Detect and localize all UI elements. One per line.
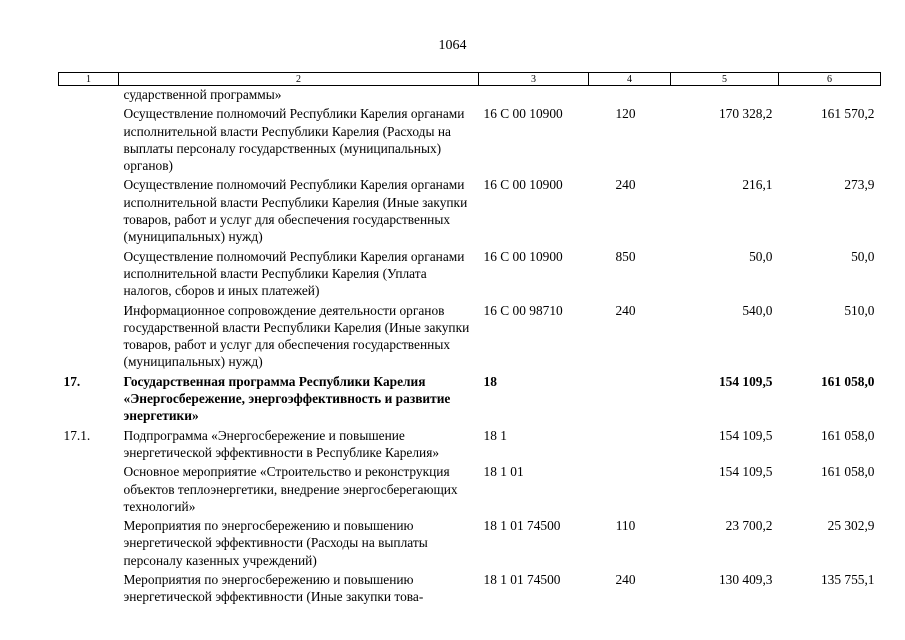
row-amount-year-2: 161 058,0 [820, 427, 875, 443]
row-amount-year-2: 161 570,2 [820, 106, 875, 122]
table-row [59, 300, 881, 371]
row-amount-year-1: 130 409,3 [718, 572, 773, 588]
row-code: 16 С 00 10900 [483, 177, 563, 193]
row-amount-year-1 [671, 86, 779, 104]
row-expense-type [589, 425, 671, 462]
table-row [59, 461, 881, 515]
column-header-1: 1 [59, 73, 119, 86]
row-amount-year-2 [779, 86, 881, 104]
row-expense-type [589, 371, 671, 425]
table-row [59, 246, 881, 300]
column-header-3: 3 [479, 73, 589, 86]
row-name: Осуществление полномочий Республики Карелия органами исполнительной власти Республики Карелия (Иные закупки товаров, работ и услуг для обеспечения государственных (муниципальных) нужд) [123, 177, 468, 245]
row-amount-year-1: 170 328,2 [718, 106, 773, 122]
row-code: 16 С 00 10900 [483, 248, 563, 264]
row-name: Информационное сопровождение деятельности органов государственной власти Республики Карелия (Иные закупки товаров, работ и услуг для обеспечения государственных (муниципальных) нужд) [123, 302, 470, 370]
row-amount-year-1: 23 700,2 [725, 518, 773, 534]
row-expense-type [589, 461, 671, 515]
table-row [59, 86, 881, 104]
row-amount-year-2: 161 058,0 [820, 464, 875, 480]
row-expense-type: 240 [615, 177, 636, 193]
row-expense-type: 110 [615, 518, 636, 534]
table-row [59, 103, 881, 174]
row-amount-year-1: 540,0 [742, 302, 773, 318]
row-expense-type: 240 [615, 302, 636, 318]
row-name: Мероприятия по энергосбережению и повышению энергетической эффективности (Иные закупки това- [123, 572, 424, 605]
row-name: Осуществление полномочий Республики Карелия органами исполнительной власти Республики Карелия (Расходы на выплаты персоналу государственных (муниципальных) органов) [123, 106, 465, 174]
row-amount-year-2: 135 755,1 [820, 572, 875, 588]
column-header-4: 4 [589, 73, 671, 86]
row-amount-year-2: 510,0 [844, 302, 875, 318]
row-name: Основное мероприятие «Строительство и реконструкция объектов теплоэнергетики, внедрение энергосберегающих технологий» [123, 464, 458, 514]
row-expense-type: 120 [615, 106, 636, 122]
row-name: Государственная программа Республики Карелия «Энергосбережение, энергоэффективность и развитие энергетики» [123, 373, 451, 424]
row-number [59, 103, 119, 174]
row-code: 16 С 00 98710 [483, 302, 563, 318]
row-number [59, 174, 119, 245]
row-number: 17. [63, 373, 81, 389]
row-number [59, 515, 119, 569]
column-header-2: 2 [119, 73, 479, 86]
table-row [59, 425, 881, 462]
row-code: 18 [483, 373, 497, 389]
row-name: Осуществление полномочий Республики Карелия органами исполнительной власти Республики Карелия (Уплата налогов, сборов и иных платежей) [123, 248, 465, 299]
row-name: Подпрограмма «Энергосбережение и повышение энергетической эффективности в Республике Карелия» [123, 427, 440, 460]
row-amount-year-2: 161 058,0 [820, 373, 875, 389]
row-amount-year-1: 154 109,5 [718, 373, 773, 389]
row-expense-type: 240 [615, 572, 636, 588]
row-code [479, 86, 589, 104]
row-number [59, 246, 119, 300]
row-code: 18 1 01 74500 [483, 518, 561, 534]
row-number [59, 86, 119, 104]
page-number: 1064 [438, 38, 467, 53]
table-body [59, 86, 881, 606]
row-amount-year-2: 273,9 [844, 177, 875, 193]
row-expense-type: 850 [615, 248, 636, 264]
row-number [59, 300, 119, 371]
row-name: Мероприятия по энергосбережению и повышению энергетической эффективности (Расходы на выплаты персоналу казенных учреждений) [123, 518, 428, 568]
row-amount-year-1: 216,1 [742, 177, 773, 193]
row-code: 16 С 00 10900 [483, 106, 563, 122]
row-number [59, 569, 119, 606]
row-number [59, 461, 119, 515]
row-amount-year-2: 50,0 [851, 248, 875, 264]
row-expense-type [589, 86, 671, 104]
column-header-6: 6 [779, 73, 881, 86]
table-row [59, 515, 881, 569]
row-code: 18 1 01 [483, 464, 524, 480]
table-header-row [59, 73, 881, 86]
row-number: 17.1. [63, 427, 91, 443]
row-code: 18 1 01 74500 [483, 572, 561, 588]
row-amount-year-2: 25 302,9 [827, 518, 875, 534]
table-row [59, 174, 881, 245]
row-amount-year-1: 154 109,5 [718, 427, 773, 443]
column-header-5: 5 [671, 73, 779, 86]
table-row [59, 569, 881, 606]
row-name: сударственной программы» [123, 87, 282, 102]
table-row [59, 371, 881, 425]
row-code: 18 1 [483, 427, 507, 443]
budget-table-container [58, 72, 880, 606]
row-amount-year-1: 154 109,5 [718, 464, 773, 480]
budget-table [58, 72, 881, 606]
row-amount-year-1: 50,0 [749, 248, 773, 264]
